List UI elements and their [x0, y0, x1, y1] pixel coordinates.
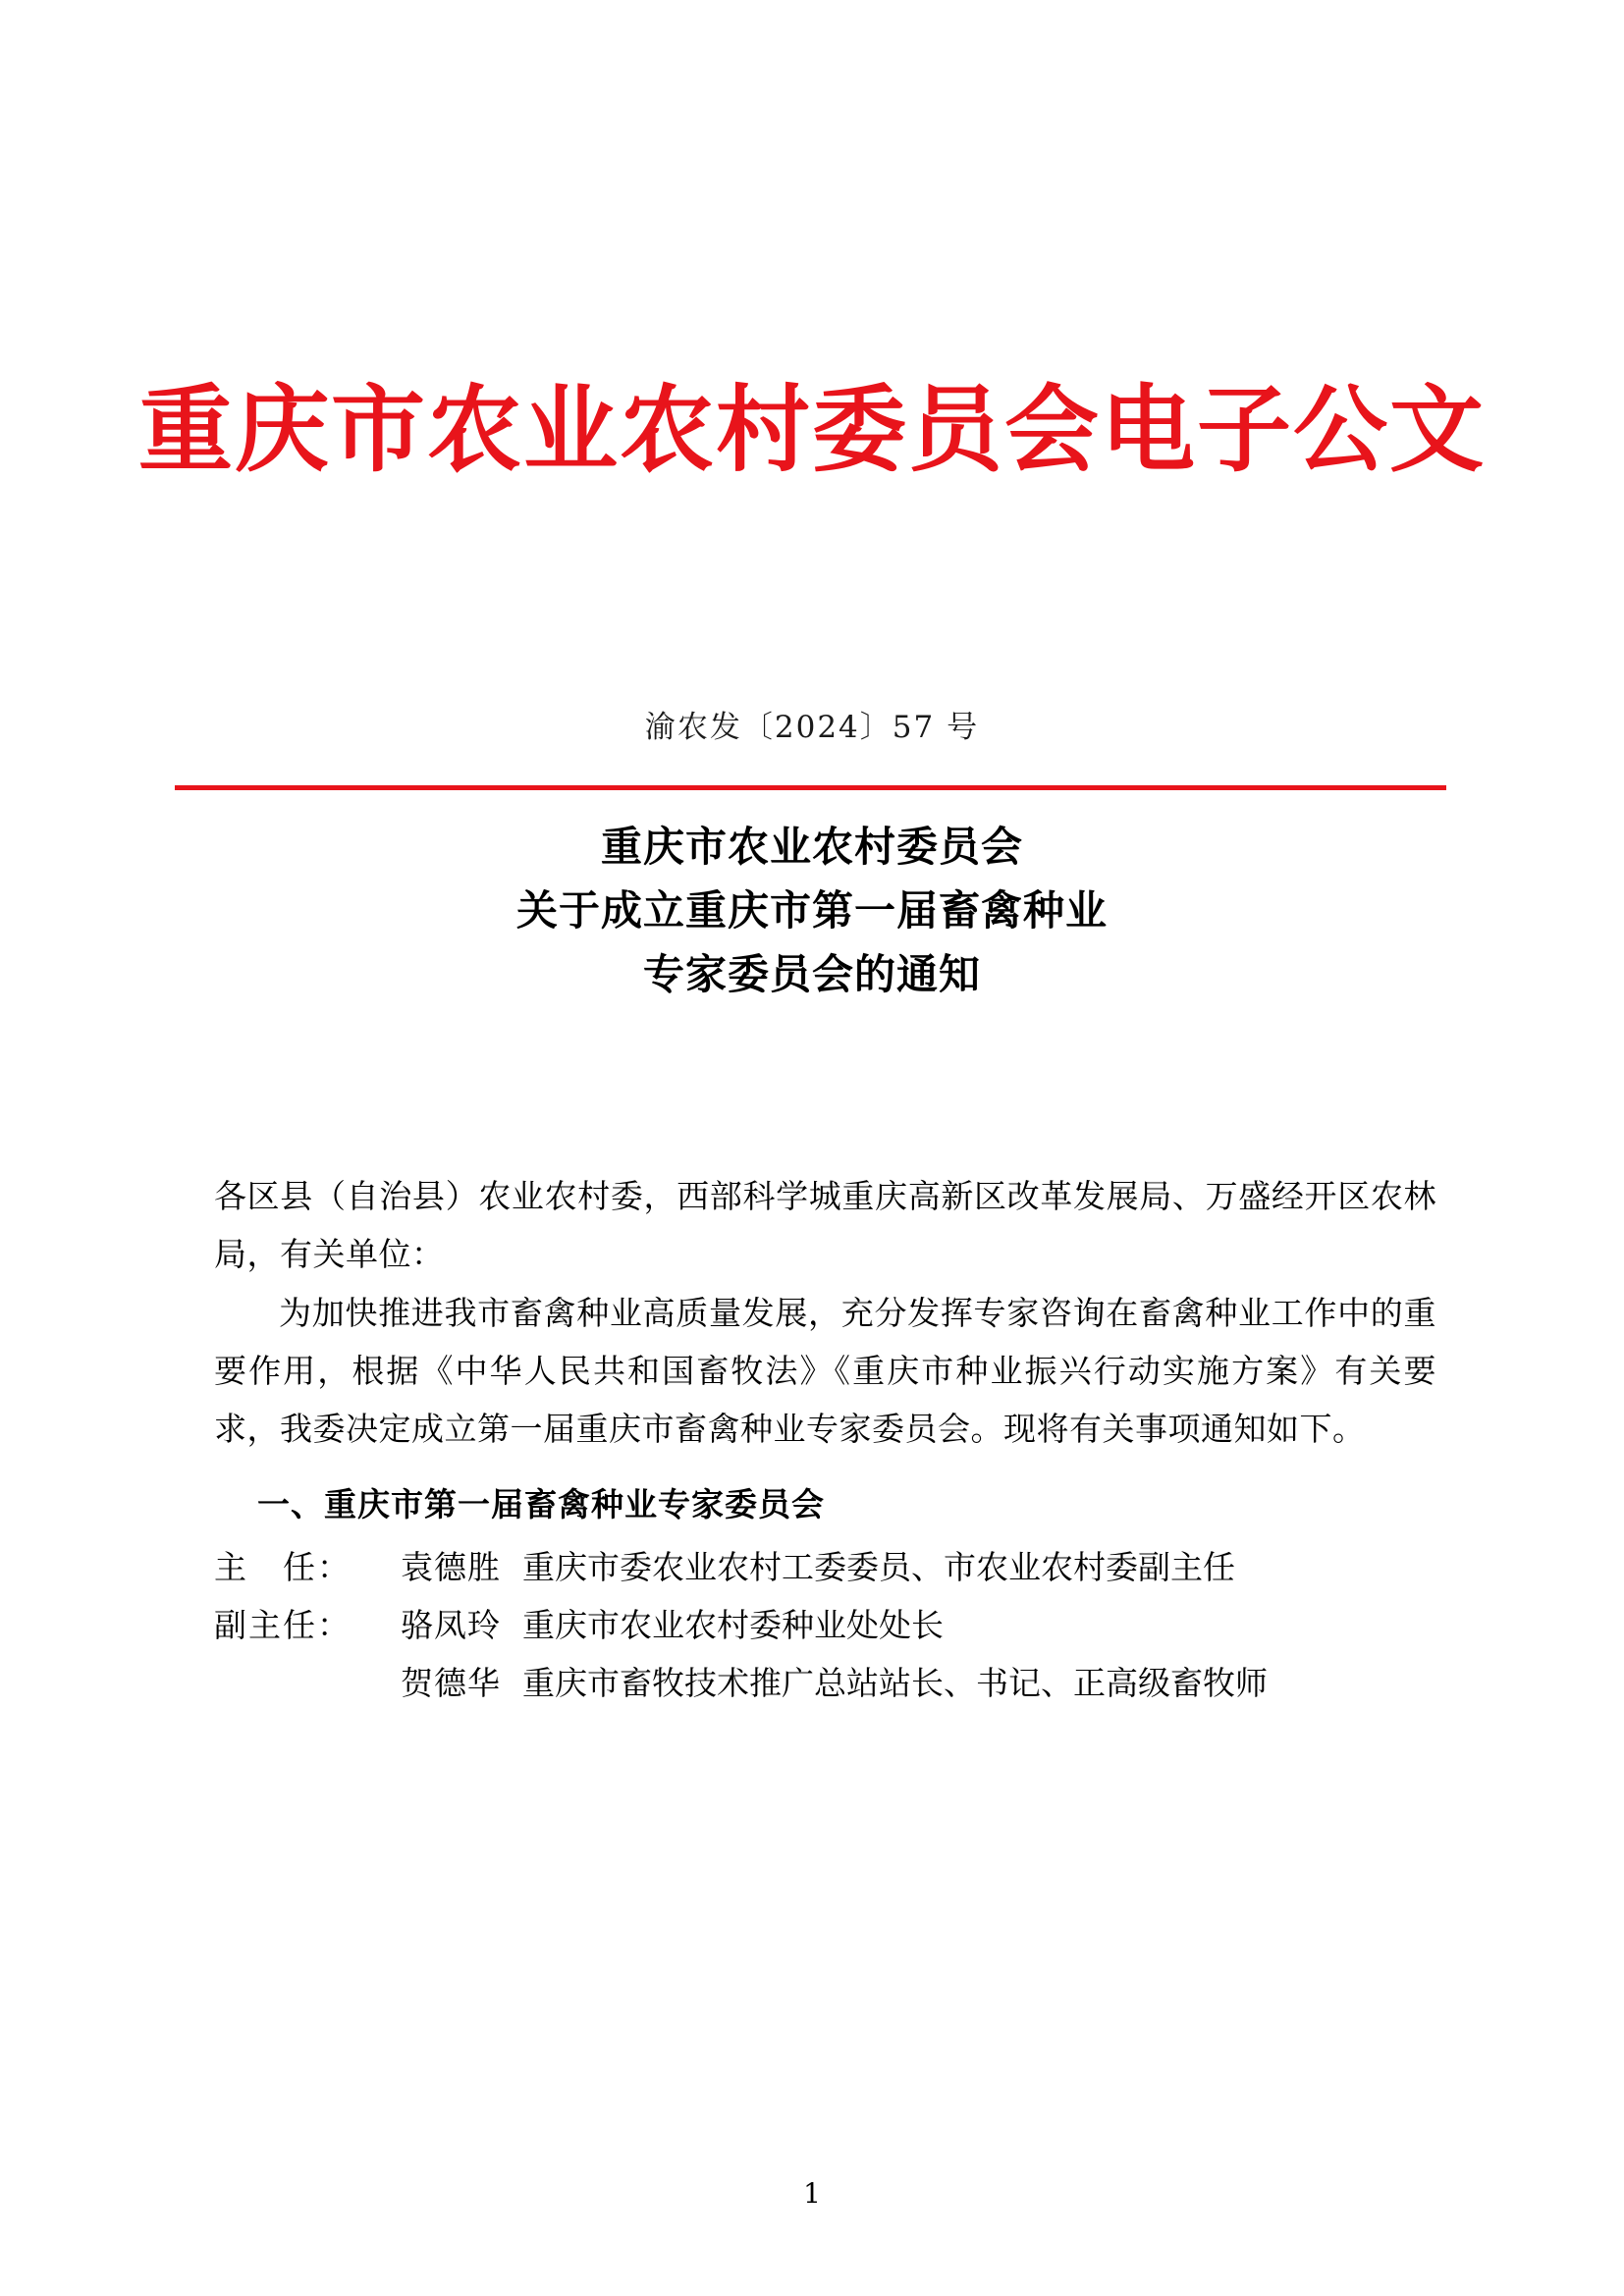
- roster-title: 重庆市委农业农村工委委员、市农业农村委副主任: [522, 1548, 1235, 1587]
- roster-row: [214, 1655, 1436, 1713]
- document-number: 渝农发〔2024〕57 号: [644, 710, 980, 745]
- roster-role: 主 任：: [214, 1548, 352, 1587]
- committee-roster: [214, 1539, 1436, 1712]
- body-paragraph-1: 为加快推进我市畜禽种业高质量发展，充分发挥专家咨询在畜禽种业工作中的重要作用，根据《中华人民共和国畜牧法》《重庆市种业振兴行动实施方案》有关要求，我委决定成立第一届重庆市畜禽种业专家委员会。现将有关事项通知如下。: [214, 1294, 1436, 1448]
- document-masthead-title: 重庆市农业农村委员会电子公文: [138, 374, 1486, 485]
- roster-name: 贺德华: [401, 1663, 501, 1702]
- document-headline: [0, 815, 1624, 1006]
- addressee-paragraph: 各区县（自治县）农业农村委，西部科学城重庆高新区改革发展局、万盛经开区农林局，有关单位：: [214, 1177, 1436, 1273]
- roster-title: 重庆市农业农村委种业处处长: [522, 1606, 944, 1645]
- roster-title: 重庆市畜牧技术推广总站站长、书记、正高级畜牧师: [522, 1663, 1268, 1702]
- roster-name: 骆凤玲: [401, 1606, 501, 1645]
- document-body: [214, 1168, 1436, 1713]
- headline-line-3: 专家委员会的通知: [642, 950, 981, 999]
- red-divider-rule: [175, 785, 1446, 790]
- section-heading-1: 一、重庆市第一届畜禽种业专家委员会: [257, 1484, 825, 1523]
- roster-row: [214, 1539, 1436, 1597]
- roster-name: 袁德胜: [401, 1548, 501, 1587]
- headline-line-2: 关于成立重庆市第一届畜禽种业: [515, 886, 1108, 935]
- headline-line-1: 重庆市农业农村委员会: [600, 823, 1023, 871]
- roster-role: 副主任：: [214, 1606, 352, 1645]
- roster-row: [214, 1597, 1436, 1655]
- page-number: 1: [803, 2177, 821, 2210]
